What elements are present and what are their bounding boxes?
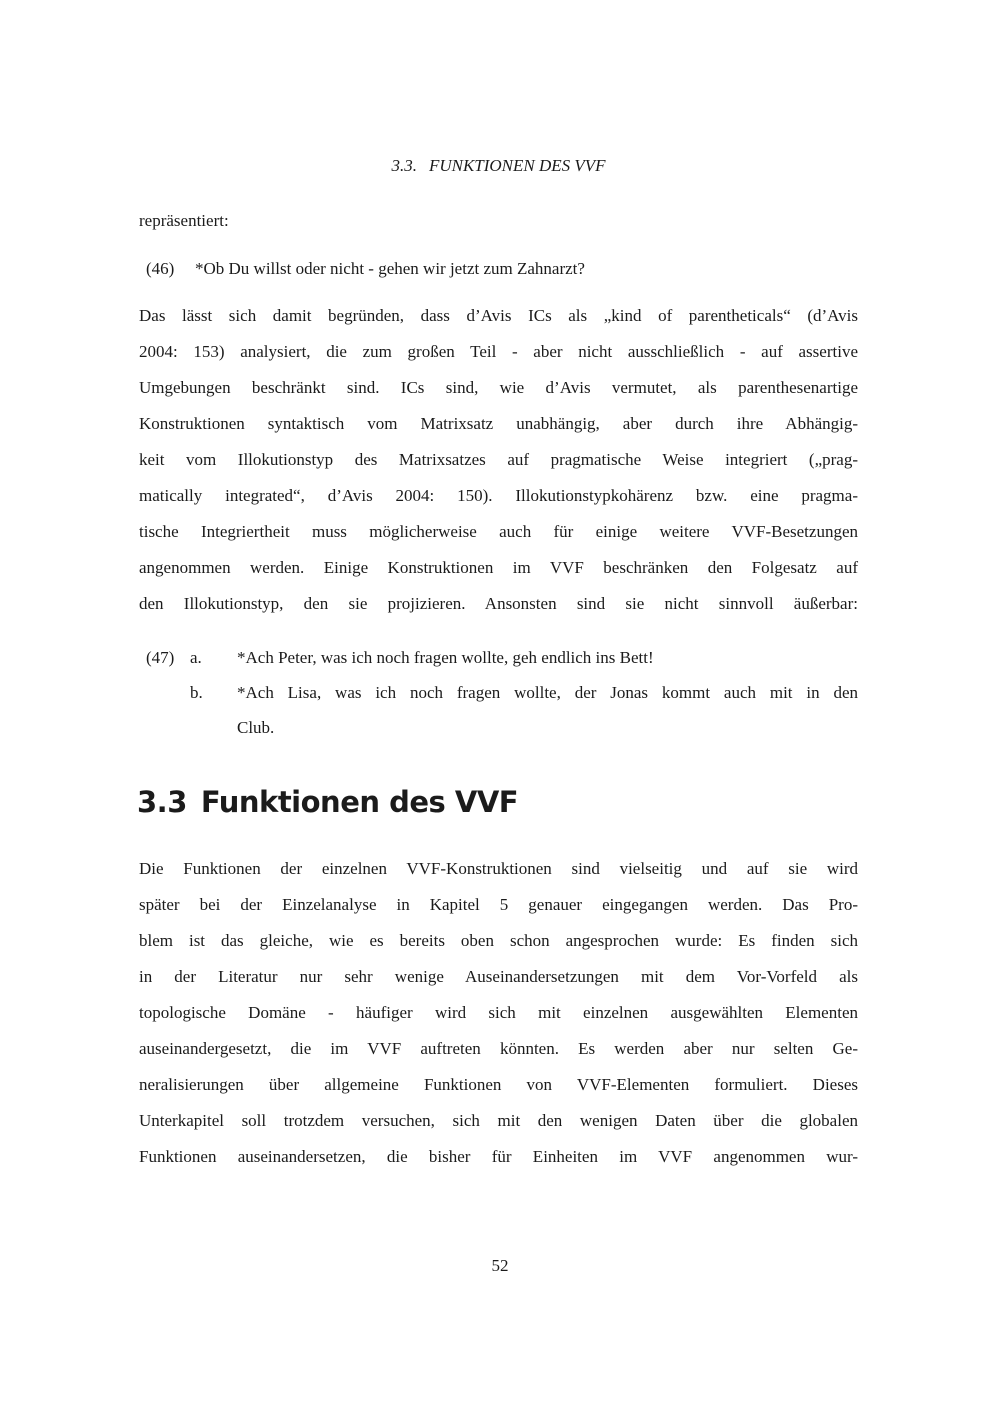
text-line: 2004: 153) analysiert, die zum großen Teil - aber nicht ausschließlich - auf assertive (139, 342, 858, 361)
example-47-row-b-continued (139, 710, 858, 745)
example-46-label: (46) (146, 259, 175, 278)
page-number: 52 (491, 1256, 509, 1275)
example-47-label: (47) (146, 648, 175, 667)
text-line: den Illokutionstyp, den sie projizieren. Ansonsten sind sie nicht sinnvoll äußerbar: (139, 594, 858, 613)
paragraph-2 (139, 851, 858, 1175)
text-line: in der Literatur nur sehr wenige Auseinandersetzungen mit dem Vor-Vorfeld als (139, 967, 858, 986)
text-line: tische Integriertheit muss möglicherweise auch für einige weitere VVF-Besetzungen (139, 522, 858, 541)
running-header-title: FUNKTIONEN DES VVF (428, 156, 606, 175)
text-block (139, 0, 858, 1414)
example-46 (139, 251, 858, 287)
text-line: neralisierungen über allgemeine Funktionen von VVF-Elementen formuliert. Dieses (139, 1075, 858, 1094)
example-47-row-b (139, 675, 858, 710)
text-line: später bei der Einzelanalyse in Kapitel 5 genauer eingegangen werden. Das Pro- (139, 895, 858, 914)
text-line: angenommen werden. Einige Konstruktionen im VVF beschränken den Folgesatz auf (139, 558, 858, 577)
text-line: Funktionen auseinandersetzen, die bisher für Einheiten im VVF angenommen wur- (139, 1147, 858, 1166)
paragraph-1 (139, 298, 858, 622)
example-47-item-b-text-line-2: Club. (237, 718, 275, 737)
section-heading-number: 3.3 (137, 785, 187, 819)
example-47-item-b-label: b. (190, 683, 203, 702)
running-header-section-number: 3.3. (391, 156, 417, 175)
example-47-item-b-text-line-1: *Ach Lisa, was ich noch fragen wollte, der Jonas kommt auch mit in den (237, 683, 858, 702)
section-heading (137, 782, 858, 822)
example-47-item-a-text: *Ach Peter, was ich noch fragen wollte, geh endlich ins Bett! (237, 648, 654, 667)
text-line: Die Funktionen der einzelnen VVF-Konstruktionen sind vielseitig und auf sie wird (139, 859, 858, 878)
text-line: auseinandergesetzt, die im VVF auftreten könnten. Es werden aber nur selten Ge- (139, 1039, 858, 1058)
text-line: Das lässt sich damit begründen, dass d’Avis ICs als „kind of parentheticals“ (d’Avis (139, 306, 858, 325)
example-47 (139, 640, 858, 745)
example-46-text: *Ob Du willst oder nicht - gehen wir jetzt zum Zahnarzt? (195, 259, 585, 278)
section-heading-title: Funktionen des VVF (200, 785, 519, 819)
text-line: Konstruktionen syntaktisch vom Matrixsatz unabhängig, aber durch ihre Abhängig- (139, 414, 858, 433)
text-line: Unterkapitel soll trotzdem versuchen, sich mit den wenigen Daten über die globalen (139, 1111, 858, 1130)
text-line: topologische Domäne - häufiger wird sich mit einzelnen ausgewählten Elementen (139, 1003, 858, 1022)
example-47-row-a (139, 640, 858, 675)
text-line: keit vom Illokutionstyp des Matrixsatzes auf pragmatische Weise integriert („prag- (139, 450, 858, 469)
text-line: matically integrated“, d’Avis 2004: 150). Illokutionstypkohärenz bzw. eine pragma- (139, 486, 858, 505)
running-header (139, 156, 858, 176)
example-47-item-a-label: a. (190, 648, 202, 667)
intro-line: repräsentiert: (139, 211, 229, 230)
text-line: Umgebungen beschränkt sind. ICs sind, wie d’Avis vermutet, als parenthesenartige (139, 378, 858, 397)
text-line: blem ist das gleiche, wie es bereits oben schon angesprochen wurde: Es finden sich (139, 931, 858, 950)
